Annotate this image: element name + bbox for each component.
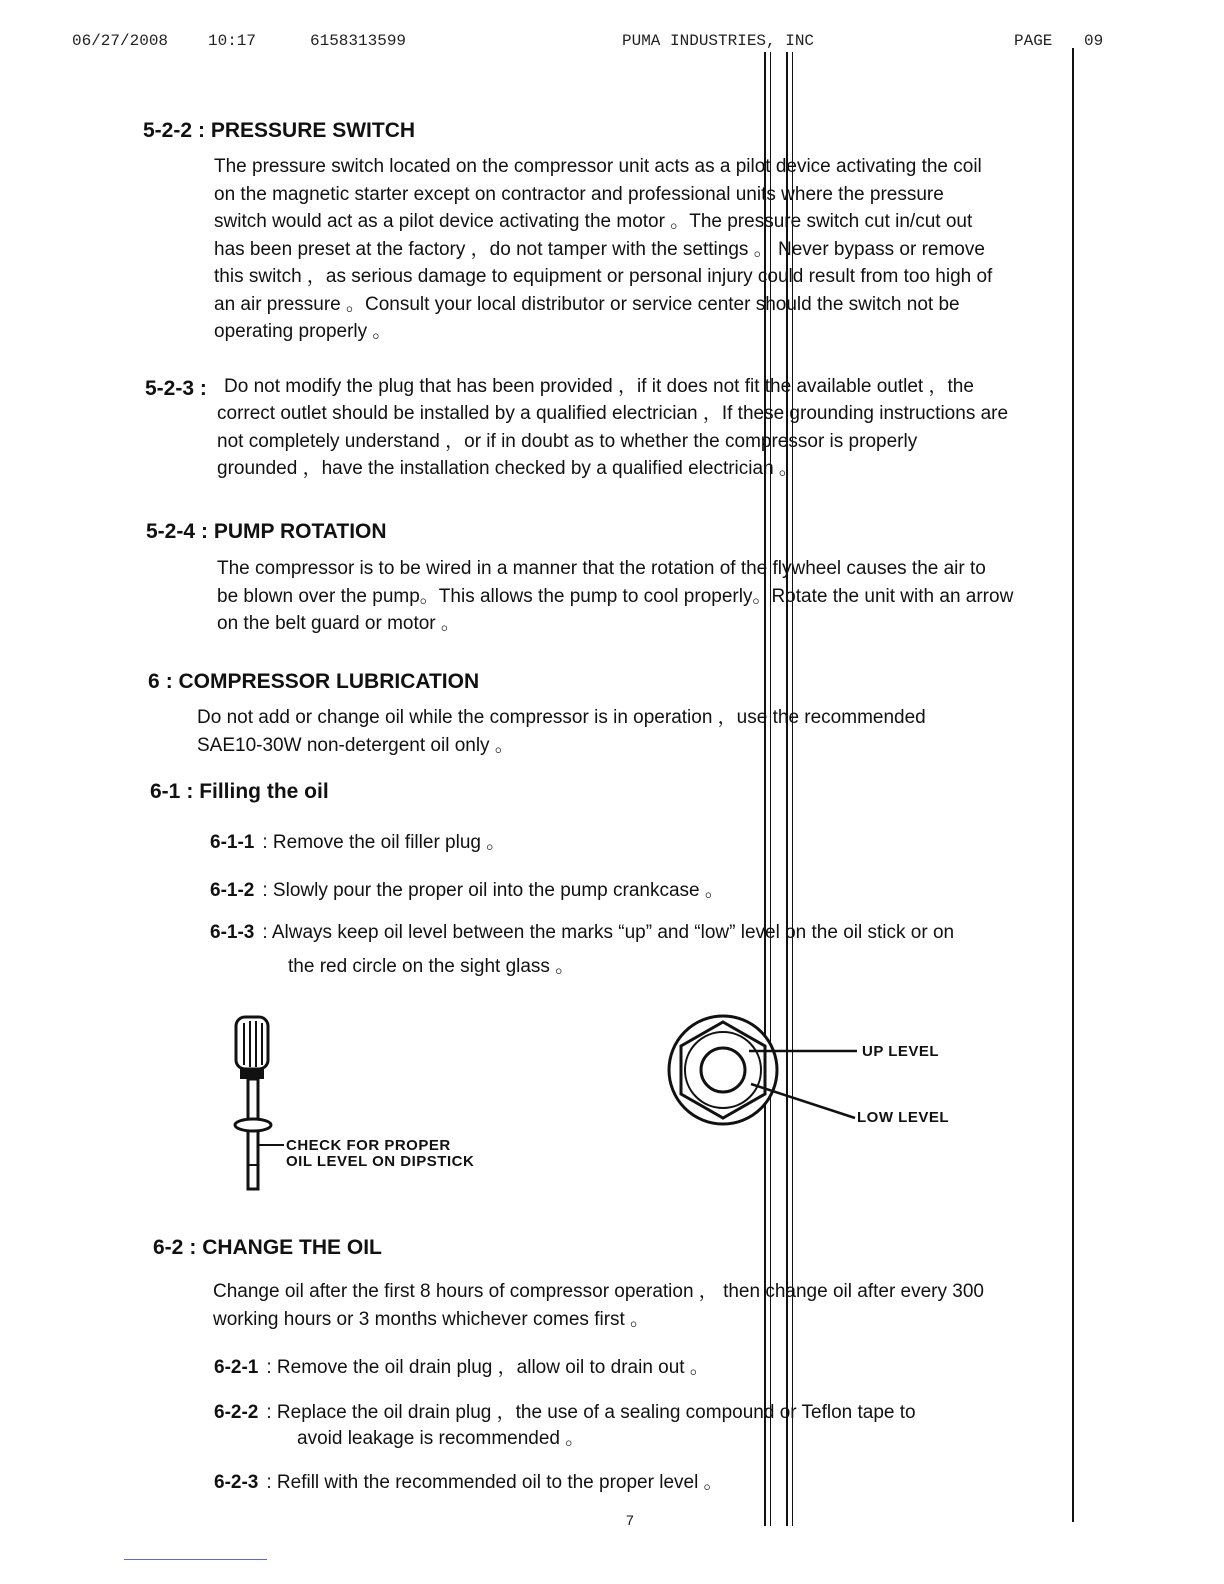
section-number: 5-2-4 [146,520,196,543]
step-item: 6-2-2 : Replace the oil drain plug ，the use of a sealing compound or Teflon tape to [214,1402,916,1423]
section-title: COMPRESSOR LUBRICATION [178,670,480,693]
section-paragraph [197,704,926,759]
paragraph-line: this switch ，as serious damage to equipment or personal injury could result from too high of [214,266,993,287]
paragraph-line: be blown over the pump。This allows the pump to cool properly。Rotate the unit with an arrow [217,585,1014,607]
section-title: Filling the oil [199,780,329,803]
fax-header [0,32,1224,56]
section-number: 6 [148,670,160,693]
paragraph-line: Do not add or change oil while the compressor is in operation ，use the recommended [197,707,926,728]
up-level-label: UP LEVEL [862,1043,940,1060]
fax-time: 10:17 [208,32,257,50]
paragraph-line: The pressure switch located on the compressor unit acts as a pilot device activating the coil [214,156,982,177]
step-number: 6-1-1 [210,832,255,853]
step-text: Replace the oil drain plug ，the use of a sealing compound or Teflon tape to [276,1402,916,1423]
paragraph-line: The compressor is to be wired in a manner that the rotation of the flywheel causes the air to [217,558,986,579]
section-number: 6-2 [153,1236,184,1259]
step-text: the red circle on the sight glass 。 [288,956,575,977]
fax-page-label: PAGE [1014,32,1053,50]
paragraph-line: not completely understand ，or if in doubt as to whether the compressor is properly [217,430,918,452]
section-heading: 6 : COMPRESSOR LUBRICATION [148,670,480,693]
section-number: 5-2-2 [143,119,193,142]
step-number: 6-2-2 [214,1402,259,1423]
paragraph-line: correct outlet should be installed by a qualified electrician ，If these grounding instructions are [217,403,1009,424]
section-number-text: 5-2-3 [145,377,195,400]
dipstick-illustration [226,1015,286,1195]
section-paragraph [217,400,1008,483]
section-title: CHANGE THE OIL [202,1236,382,1259]
paragraph-line: Do not modify the plug that has been provided ，if it does not fit the available outlet ，the [224,376,974,397]
section-title: PRESSURE SWITCH [210,119,416,142]
paragraph-line: Change oil after the first 8 hours of compressor operation ， then change oil after every 300 [213,1281,984,1302]
paragraph-line: an air pressure 。Consult your local distributor or service center should the switch not be [214,293,960,315]
step-text: avoid leakage is recommended 。 [297,1428,585,1449]
section-heading: 6-2 : CHANGE THE OIL [153,1236,382,1259]
section-title: PUMP ROTATION [213,520,387,543]
paragraph-line: on the magnetic starter except on contractor and professional units where the pressure [214,183,944,205]
step-text: Slowly pour the proper oil into the pump crankcase 。 [272,880,724,901]
scan-line [124,1559,267,1560]
paragraph-line: grounded ，have the installation checked by a qualified electrician 。 [217,458,798,479]
section-heading: 6-1 : Filling the oil [150,780,329,803]
step-text: Remove the oil filler plug 。 [272,832,506,853]
low-level-label: LOW LEVEL [857,1109,949,1126]
section-paragraph [224,373,974,401]
step-item: 6-1-2 : Slowly pour the proper oil into the pump crankcase 。 [210,880,724,901]
fax-phone: 6158313599 [310,32,407,50]
paragraph-line: operating properly 。 [214,321,392,342]
fax-page-number: 09 [1084,32,1104,50]
section-paragraph [214,153,992,346]
step-item: 6-2-3 : Refill with the recommended oil to the proper level 。 [214,1472,723,1493]
step-item: 6-1-3 : Always keep oil level between the marks “up” and “low” level on the oil stick or on [210,922,955,943]
paragraph-line: switch would act as a pilot device activating the motor 。The pressure switch cut in/cut out [214,211,973,232]
step-item: 6-2-1 : Remove the oil drain plug ，allow oil to drain out 。 [214,1357,709,1378]
section-number: 5-2-3 : [145,377,207,400]
fax-company: PUMA INDUSTRIES, INC [622,32,815,50]
paragraph-line: has been preset at the factory ，do not tamper with the settings 。 Never bypass or remove [214,238,985,260]
step-text: Remove the oil drain plug ，allow oil to drain out 。 [276,1357,709,1378]
dipstick-label-line: CHECK FOR PROPER [286,1137,451,1154]
paragraph-line: on the belt guard or motor 。 [217,613,460,634]
dipstick-label [286,1138,474,1170]
step-number: 6-1-3 [210,922,255,943]
section-number: 6-1 [150,780,181,803]
step-number: 6-1-2 [210,880,255,901]
dipstick-label-line: OIL LEVEL ON DIPSTICK [286,1153,475,1170]
step-text: Always keep oil level between the marks “up” and “low” level on the oil stick or on [271,922,955,943]
step-text: Refill with the recommended oil to the proper level 。 [276,1472,723,1493]
step-continuation [288,951,574,978]
section-paragraph [217,555,1013,638]
paragraph-line: SAE10-30W non-detergent oil only 。 [197,734,514,756]
section-paragraph [213,1278,984,1333]
step-number: 6-2-3 [214,1472,259,1493]
step-item: 6-1-1 : Remove the oil filler plug 。 [210,832,506,853]
fax-date: 06/27/2008 [72,32,169,50]
scan-line [1072,48,1074,1522]
step-number: 6-2-1 [214,1357,259,1378]
page-number: 7 [626,1512,634,1528]
section-heading: 5-2-4 : PUMP ROTATION [146,520,387,543]
paragraph-line: working hours or 3 months whichever comes first 。 [213,1308,650,1330]
section-heading: 5-2-2 : PRESSURE SWITCH [143,119,416,142]
step-continuation [297,1423,584,1450]
